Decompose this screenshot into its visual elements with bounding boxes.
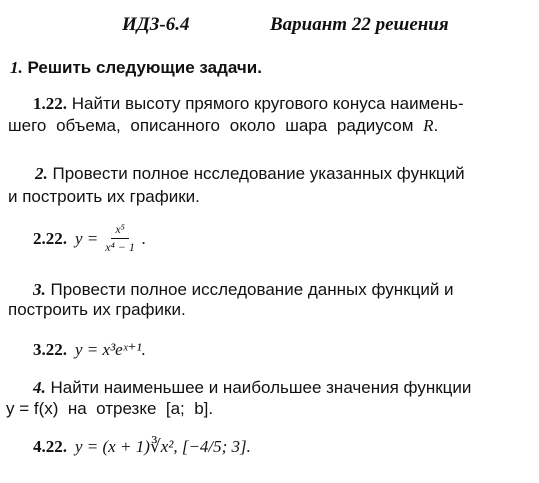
problem-1-22-period: . xyxy=(433,116,439,135)
task4-text-1: Найти наименьшее и наибольшее значения функции xyxy=(50,378,472,397)
radius-variable: R xyxy=(423,116,434,135)
task3-line1 xyxy=(33,279,454,301)
formula-3-22: y = x³eˣ⁺¹. xyxy=(75,340,146,359)
problem-1-22-text-1: Найти высоту прямого кругового конуса наимень- xyxy=(71,94,464,113)
problem-4-22-number: 4.22. xyxy=(33,437,67,456)
formula-4-22: y = (x + 1)∛x², [−4/5; 3]. xyxy=(75,437,251,456)
variant-title: Вариант 22 решения xyxy=(270,14,449,35)
task4-line1 xyxy=(33,377,471,399)
fraction-numerator: x⁵ xyxy=(111,222,129,239)
fraction-denominator: x⁴ − 1 xyxy=(105,240,135,254)
task1-heading xyxy=(10,58,262,78)
task1-number: 1. xyxy=(10,58,23,77)
formula-2-22-lhs: y = xyxy=(75,228,99,248)
formula-2-22-fraction xyxy=(101,222,139,255)
task3-number: 3. xyxy=(33,280,46,299)
task2-line1 xyxy=(35,163,465,185)
problem-3-22 xyxy=(33,340,146,360)
task1-heading-text: Решить следующие задачи. xyxy=(27,58,262,77)
problem-2-22 xyxy=(33,222,146,255)
document-code: ИДЗ-6.4 xyxy=(122,14,190,35)
task4-line2: y = f(x) на отрезке [a; b]. xyxy=(6,399,214,418)
task3-text-1: Провести полное исследование данных функций и xyxy=(50,280,454,299)
task2-number: 2. xyxy=(35,164,48,183)
problem-1-22-number: 1.22. xyxy=(33,94,67,113)
problem-2-22-number: 2.22. xyxy=(33,228,67,248)
problem-3-22-number: 3.22. xyxy=(33,340,67,359)
task3-line2: построить их графики. xyxy=(8,300,186,319)
problem-1-22-line2 xyxy=(8,115,438,137)
task2-text-1: Провести полное нсследование указанных функций xyxy=(52,164,465,183)
problem-1-22-text-2: шего объема, описанного около шара радиусом xyxy=(8,116,414,135)
task2-line2: и построить их графики. xyxy=(8,187,200,206)
formula-2-22-period: . xyxy=(141,228,147,248)
task4-number: 4. xyxy=(33,378,46,397)
problem-4-22 xyxy=(33,437,251,457)
problem-1-22-line1 xyxy=(33,93,464,115)
